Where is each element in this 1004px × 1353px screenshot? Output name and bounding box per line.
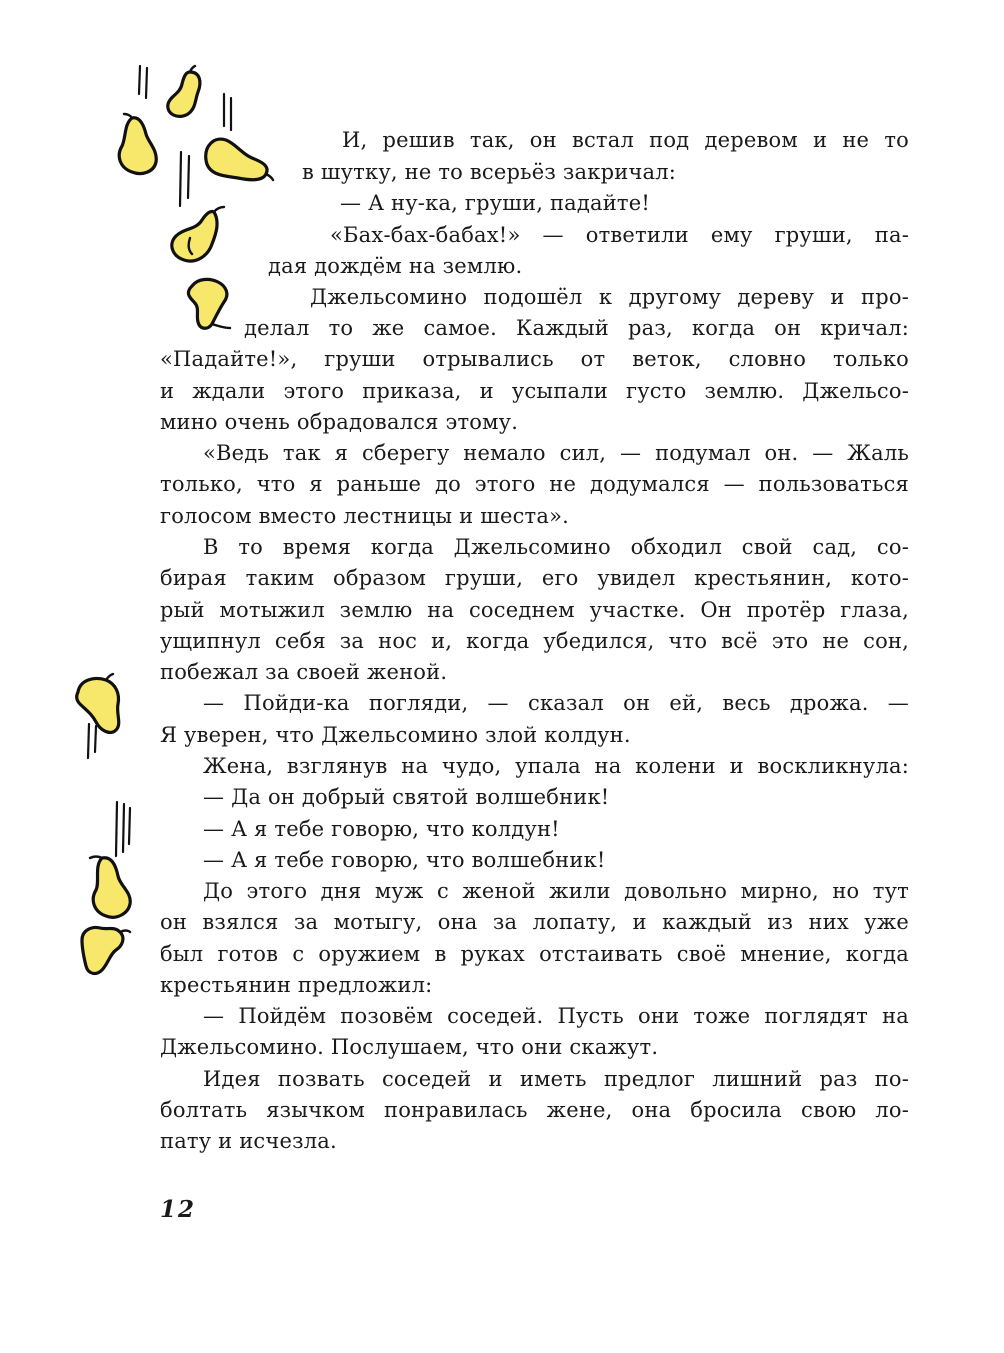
text-line: — Да он добрый святой волшебник!	[203, 785, 610, 809]
falling-pear-icon	[160, 66, 208, 120]
text-line: Идея позвать соседей и иметь предлог лишний раз по-	[203, 1067, 909, 1091]
falling-pear-icon	[112, 112, 164, 178]
text-line: был готов с оружием в руках отстаивать своё мнение, когда	[160, 942, 909, 966]
text-line: Я уверен, что Джельсомино злой колдун.	[160, 723, 631, 747]
text-line: — Пойди-ка погляди, — сказал он ей, весь дрожа. —	[203, 691, 909, 715]
motion-lines-icon	[176, 150, 196, 210]
text-line: мино очень обрадовался этому.	[160, 410, 519, 434]
falling-pear-icon	[76, 918, 132, 980]
page-number: 12	[160, 1196, 197, 1223]
text-line: — А ну-ка, груши, падайте!	[340, 191, 651, 215]
text-line: бирая таким образом груши, его увидел крестьянин, кото-	[160, 566, 909, 590]
text-line: только, что я раньше до этого не додумался — пользоваться	[160, 472, 909, 496]
falling-pear-icon	[180, 272, 238, 334]
text-line: Жена, взглянув на чудо, упала на колени и воскликнула:	[203, 754, 909, 778]
text-line: болтать язычком понравилась жене, она бросила свою ло-	[160, 1098, 909, 1122]
motion-lines-icon	[112, 800, 134, 860]
falling-pear-icon	[196, 132, 276, 186]
text-line: дая дождём на землю.	[268, 254, 523, 278]
text-line: ущипнул себя за нос и, когда убедился, что всё это не сон,	[160, 629, 909, 653]
text-line: голосом вместо лестницы и шеста».	[160, 504, 570, 528]
text-line: В то время когда Джельсомино обходил свой сад, со-	[203, 535, 909, 559]
text-line: делал то же самое. Каждый раз, когда он кричал:	[244, 316, 909, 340]
text-line: крестьянин предложил:	[160, 973, 433, 997]
text-line: «Падайте!», груши отрывались от веток, словно только	[160, 347, 909, 371]
text-line: — Пойдём позовём соседей. Пусть они тоже поглядят на	[203, 1004, 909, 1028]
text-line: пату и исчезла.	[160, 1129, 337, 1153]
text-line: Джельсомино. Послушаем, что они скажут.	[160, 1035, 659, 1059]
text-line: рый мотыжил землю на соседнем участке. Он протёр глаза,	[160, 598, 909, 622]
text-line: он взялся за мотыгу, она за лопату, и каждый из них уже	[160, 910, 909, 934]
text-line: И, решив так, он встал под деревом и не то	[342, 128, 909, 152]
text-line: «Бах-бах-бабах!» — ответили ему груши, па-	[330, 223, 909, 247]
falling-pear-icon	[80, 852, 142, 922]
text-line: — А я тебе говорю, что волшебник!	[203, 848, 606, 872]
text-line: «Ведь так я сберегу немало сил, — подумал он. — Жаль	[203, 441, 909, 465]
falling-pear-icon	[162, 204, 228, 268]
motion-lines-icon	[220, 92, 238, 132]
text-line: Джельсомино подошёл к другому дереву и про-	[310, 285, 909, 309]
text-line: До этого дня муж с женой жили довольно мирно, но тут	[203, 879, 909, 903]
text-line: — А я тебе говорю, что колдун!	[203, 817, 560, 841]
text-line: и ждали этого приказа, и усыпали густо землю. Джельсо-	[160, 379, 909, 403]
text-line: в шутку, не то всерьёз закричал:	[302, 160, 677, 184]
motion-lines-icon	[84, 722, 102, 762]
text-line: побежал за своей женой.	[160, 660, 448, 684]
motion-lines-icon	[134, 64, 154, 104]
